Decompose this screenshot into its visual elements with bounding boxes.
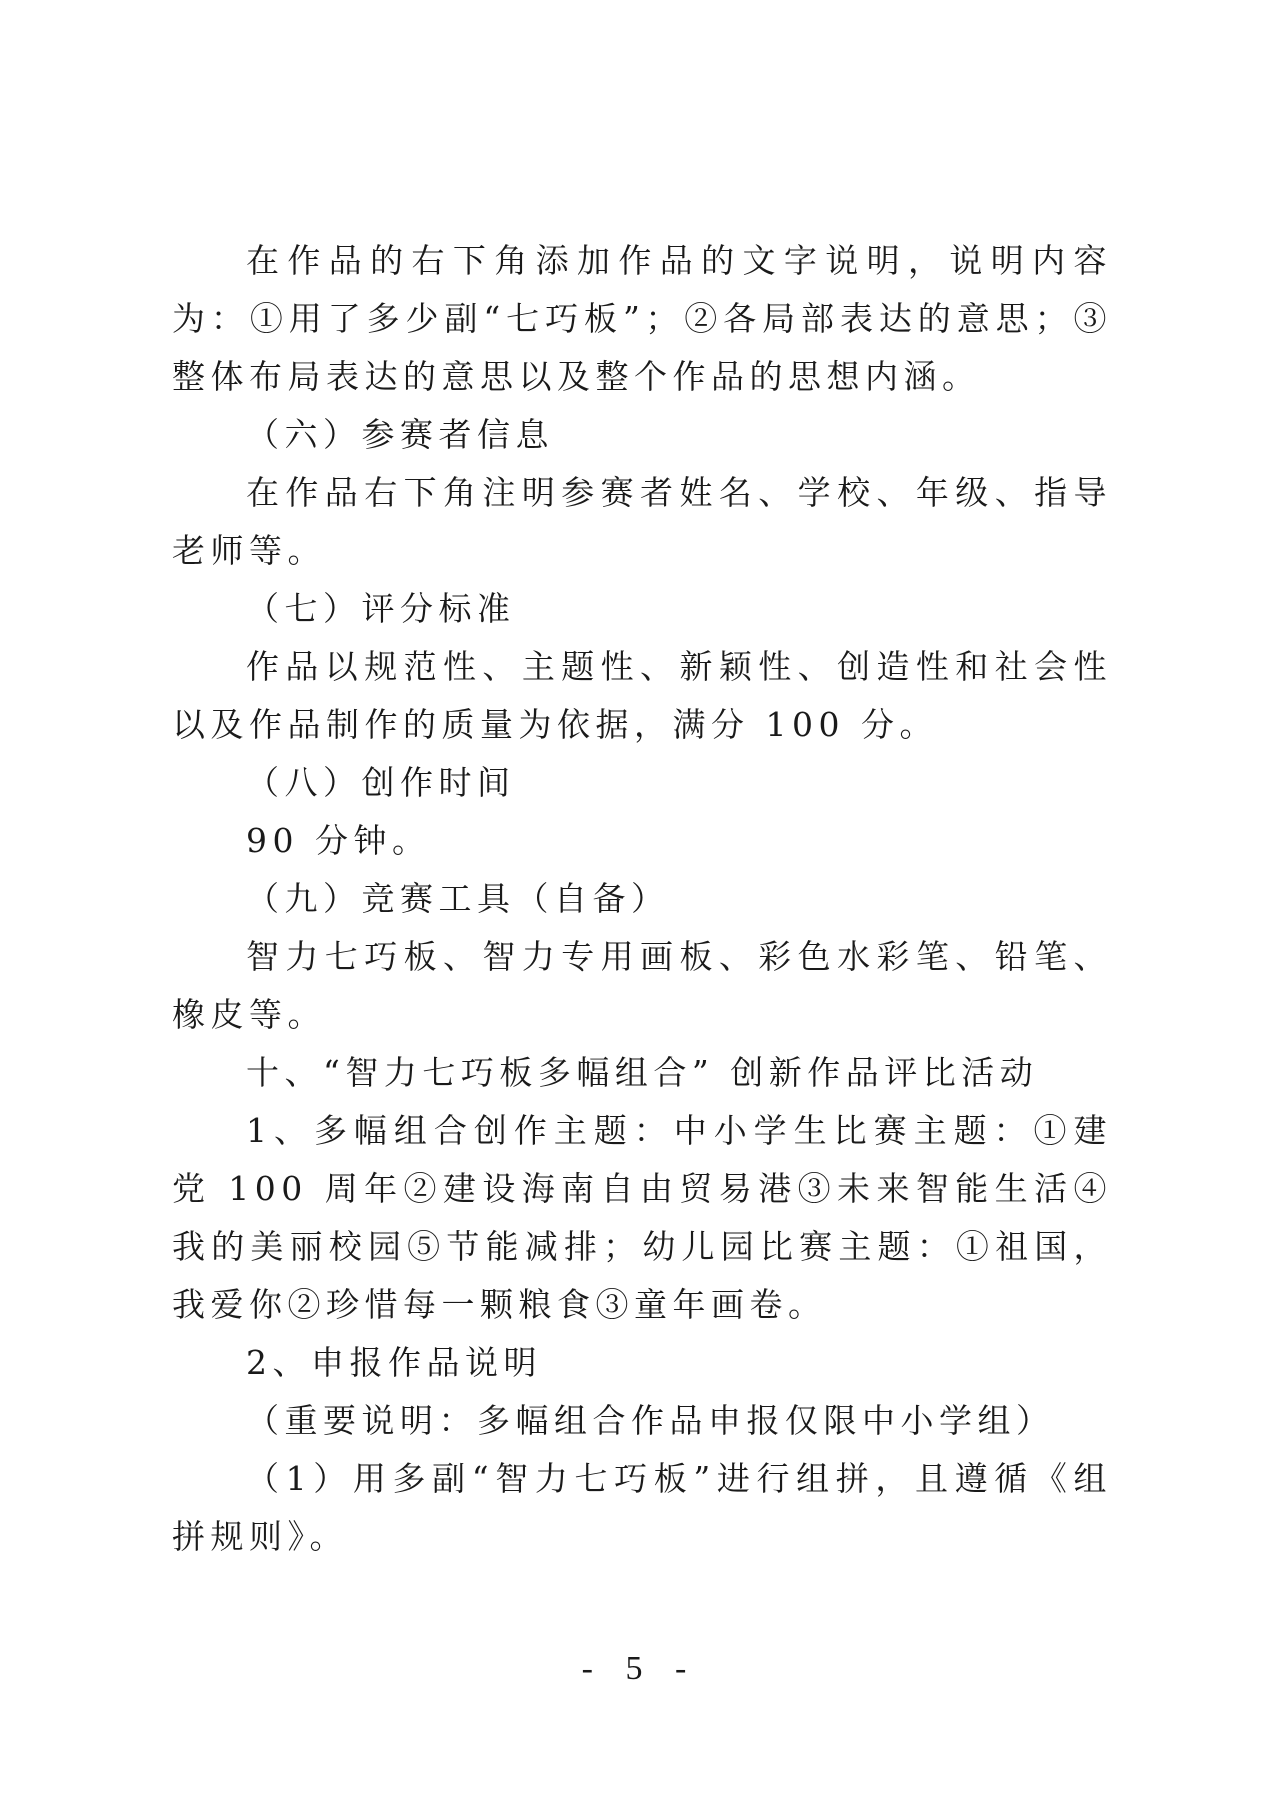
page-number: - 5 -	[581, 1650, 699, 1687]
section-heading-tools: （九）竞赛工具（自备）	[246, 879, 670, 918]
section-heading-scoring: （七）评分标准	[246, 589, 516, 628]
section-heading-multi-combination: 十、“智力七巧板多幅组合” 创新作品评比活动	[246, 1053, 1039, 1092]
paragraph-tools: 智力七巧板、智力专用画板、彩色水彩笔、铅笔、橡皮等。	[172, 937, 1112, 1034]
paragraph-creation-time: 90 分钟。	[246, 821, 431, 860]
paragraph-assembly-rule: （1）用多副“智力七巧板”进行组拼，且遵循《组拼规则》。	[172, 1459, 1112, 1556]
paragraph-submission-heading: 2、申报作品说明	[246, 1343, 542, 1382]
document-body	[172, 232, 1112, 1566]
paragraph-themes: 1、多幅组合创作主题：中小学生比赛主题：①建党 100 周年②建设海南自由贸易港③未来智能生活④我的美丽校园⑤节能减排；幼儿园比赛主题：①祖国，我爱你②珍惜每一颗粮食③童年画卷。	[172, 1111, 1112, 1324]
paragraph-participant-info: 在作品右下角注明参赛者姓名、学校、年级、指导老师等。	[172, 473, 1112, 570]
section-heading-creation-time: （八）创作时间	[246, 763, 516, 802]
section-heading-participant-info: （六）参赛者信息	[246, 415, 554, 454]
paragraph-scoring: 作品以规范性、主题性、新颖性、创造性和社会性以及作品制作的质量为依据，满分 100 分。	[172, 647, 1112, 744]
paragraph-text-caption-instructions: 在作品的右下角添加作品的文字说明，说明内容为：①用了多少副“七巧板”；②各局部表达的意思；③整体布局表达的意思以及整个作品的思想内涵。	[172, 241, 1112, 396]
paragraph-important-note: （重要说明：多幅组合作品申报仅限中小学组）	[246, 1401, 1055, 1440]
